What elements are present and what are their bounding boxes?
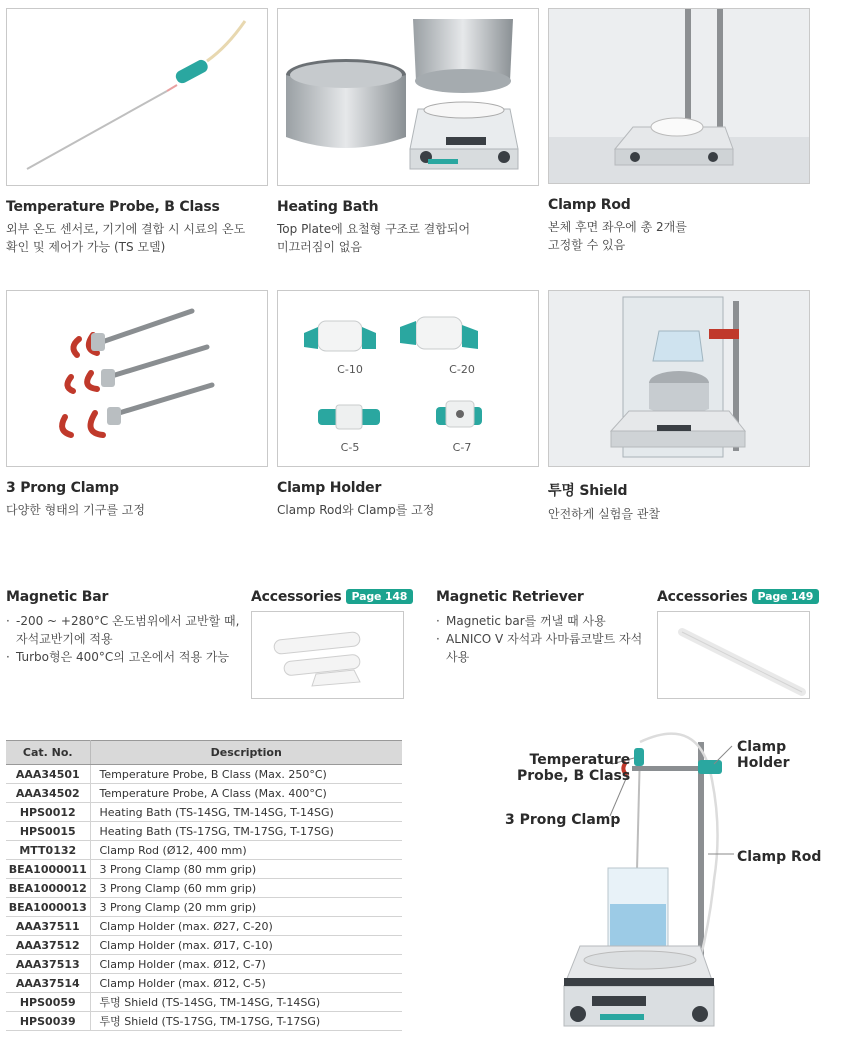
temperature-probe-image — [6, 8, 268, 186]
table-row — [6, 803, 402, 822]
card-clamp-holder — [277, 290, 539, 519]
page-148-badge[interactable]: Page 148 — [346, 589, 414, 604]
description-cell: Heating Bath (TS-14SG, TM-14SG, T-14SG) — [90, 803, 402, 822]
cat-no-cell: HPS0012 — [6, 803, 90, 822]
cat-no-cell: BEA1000013 — [6, 898, 90, 917]
card-desc: 다양한 형태의 기구를 고정 — [6, 503, 145, 517]
cat-no-cell: AAA34501 — [6, 765, 90, 784]
list-item: · Turbo형은 400°C의 고온에서 적용 가능 — [6, 648, 246, 666]
prong-clamp-image — [6, 290, 268, 467]
magnetic-bar-bullets — [6, 612, 246, 666]
table-row — [6, 974, 402, 993]
cat-no-cell: AAA37512 — [6, 936, 90, 955]
card-title: Temperature Probe, B Class — [6, 199, 220, 215]
table-row — [6, 917, 402, 936]
holder-label-c7: C-7 — [452, 441, 472, 454]
card-title: Clamp Holder — [277, 480, 382, 496]
cat-no-cell: HPS0039 — [6, 1012, 90, 1031]
magnetic-bar-image — [251, 611, 404, 699]
description-cell: Temperature Probe, A Class (Max. 400°C) — [90, 784, 402, 803]
holder-label-c20: C-20 — [449, 363, 475, 376]
cat-no-cell: AAA37514 — [6, 974, 90, 993]
magnetic-retriever-bullets — [436, 612, 656, 666]
holder-label-c5: C-5 — [340, 441, 360, 454]
description-cell: Heating Bath (TS-17SG, TM-17SG, T-17SG) — [90, 822, 402, 841]
table-row — [6, 1012, 402, 1031]
callout-clamp-holder: Clamp Holder — [737, 739, 790, 771]
description-cell: Clamp Holder (max. Ø12, C-5) — [90, 974, 402, 993]
cat-no-cell: AAA37513 — [6, 955, 90, 974]
description-cell: 투명 Shield (TS-17SG, TM-17SG, T-17SG) — [90, 1012, 402, 1031]
card-title: 3 Prong Clamp — [6, 480, 119, 496]
table-row — [6, 898, 402, 917]
accessories-right-heading: Accessories Page 149 — [657, 589, 819, 605]
cat-no-cell: AAA37511 — [6, 917, 90, 936]
description-cell: Clamp Rod (Ø12, 400 mm) — [90, 841, 402, 860]
table-row — [6, 822, 402, 841]
table-row — [6, 993, 402, 1012]
table-row — [6, 841, 402, 860]
card-desc: 안전하게 실험을 관찰 — [548, 507, 660, 521]
card-desc: Clamp Rod와 Clamp를 고정 — [277, 503, 435, 517]
accessories-left-heading: Accessories Page 148 — [251, 589, 413, 605]
callout-temperature-probe: Temperature Probe, B Class — [517, 752, 631, 784]
header-cat-no: Cat. No. — [6, 741, 90, 765]
page-149-badge[interactable]: Page 149 — [752, 589, 820, 604]
table-row — [6, 879, 402, 898]
table-row — [6, 860, 402, 879]
card-temperature-probe — [6, 8, 268, 256]
cat-no-cell: MTT0132 — [6, 841, 90, 860]
heating-bath-image — [277, 8, 539, 186]
callout-3-prong-clamp: 3 Prong Clamp — [505, 812, 621, 828]
description-cell: 3 Prong Clamp (80 mm grip) — [90, 860, 402, 879]
description-cell: Clamp Holder (max. Ø17, C-10) — [90, 936, 402, 955]
header-description: Description — [90, 741, 402, 765]
card-clamp-rod — [548, 8, 810, 254]
description-cell: 3 Prong Clamp (60 mm grip) — [90, 879, 402, 898]
description-cell: 3 Prong Clamp (20 mm grip) — [90, 898, 402, 917]
card-heating-bath — [277, 8, 539, 256]
callout-clamp-rod: Clamp Rod — [737, 849, 822, 865]
clamp-holder-image — [277, 290, 539, 467]
cat-no-cell: BEA1000011 — [6, 860, 90, 879]
description-cell: Temperature Probe, B Class (Max. 250°C) — [90, 765, 402, 784]
clamp-rod-image — [548, 8, 810, 184]
list-item: · Magnetic bar를 꺼낼 때 사용 — [436, 612, 656, 630]
card-shield — [548, 290, 810, 523]
list-item: · ALNICO V 자석과 사마륨코발트 자석 사용 — [436, 630, 656, 666]
card-desc: 외부 온도 센서로, 기기에 결합 시 시료의 온도 확인 및 제어가 가능 (TS 모델) — [6, 222, 246, 254]
description-cell: 투명 Shield (TS-14SG, TM-14SG, T-14SG) — [90, 993, 402, 1012]
magnetic-retriever-title: Magnetic Retriever — [436, 589, 584, 605]
card-desc: Top Plate에 요철형 구조로 결합되어 미끄러짐이 없음 — [277, 222, 471, 254]
description-cell: Clamp Holder (max. Ø27, C-20) — [90, 917, 402, 936]
card-desc: 본체 후면 좌우에 총 2개를 고정할 수 있음 — [548, 220, 687, 252]
table-row — [6, 765, 402, 784]
card-title: Heating Bath — [277, 199, 379, 215]
card-3-prong-clamp — [6, 290, 268, 519]
holder-label-c10: C-10 — [337, 363, 363, 376]
cat-no-cell: AAA34502 — [6, 784, 90, 803]
cat-no-cell: BEA1000012 — [6, 879, 90, 898]
card-title: 투명 Shield — [548, 483, 628, 499]
cat-no-cell: HPS0059 — [6, 993, 90, 1012]
cat-no-cell: HPS0015 — [6, 822, 90, 841]
table-row — [6, 955, 402, 974]
table-row — [6, 784, 402, 803]
table-row — [6, 936, 402, 955]
list-item: · -200 ~ +280°C 온도범위에서 교반할 때, 자석교반기에 적용 — [6, 612, 246, 648]
magnetic-bar-title: Magnetic Bar — [6, 589, 109, 605]
magnetic-retriever-image — [657, 611, 810, 699]
card-title: Clamp Rod — [548, 197, 631, 213]
table-header-row — [6, 741, 402, 765]
assembly-diagram — [500, 720, 840, 1054]
catalog-table — [6, 740, 402, 1031]
description-cell: Clamp Holder (max. Ø12, C-7) — [90, 955, 402, 974]
shield-image — [548, 290, 810, 467]
